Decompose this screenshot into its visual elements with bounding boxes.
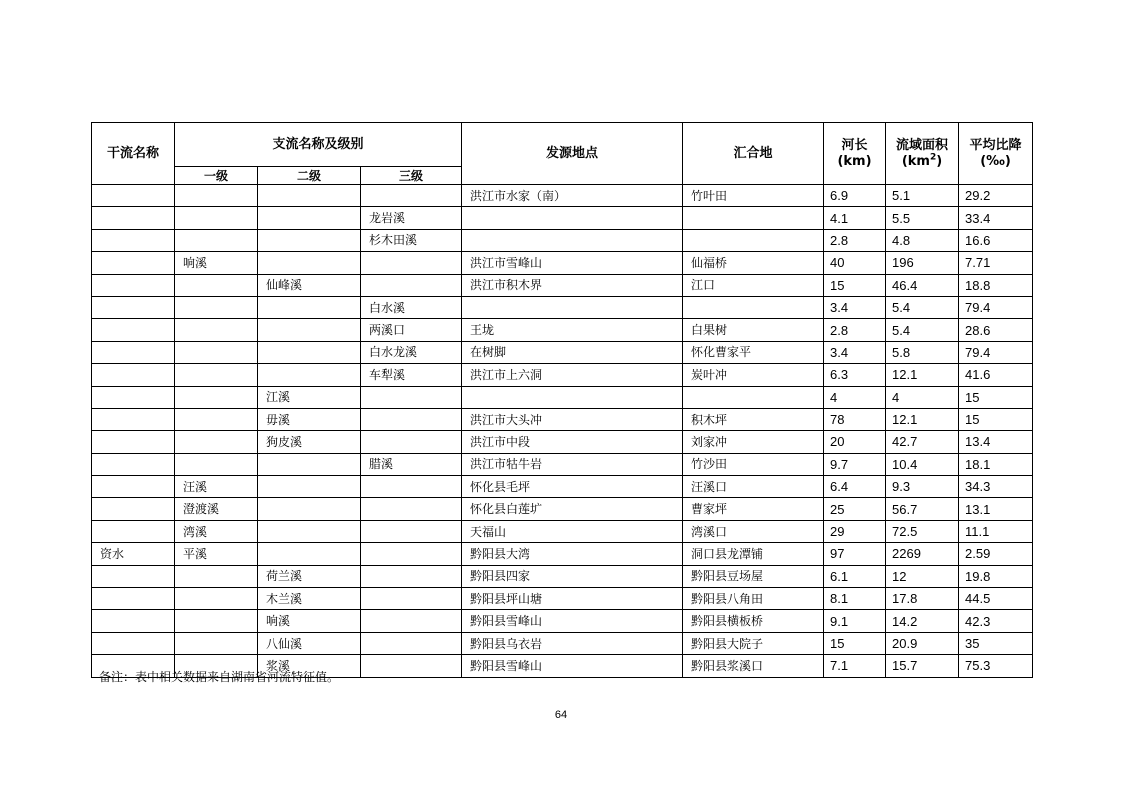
cell-confluence: 黔阳县横板桥 — [683, 610, 824, 632]
header-area-unit: $(km^2)$ — [901, 152, 943, 169]
cell-level2: 江溪 — [258, 386, 361, 408]
cell-length: 7.1 — [824, 655, 886, 677]
cell-level2 — [258, 207, 361, 229]
cell-level3 — [361, 386, 462, 408]
cell-source: 黔阳县乌衣岩 — [462, 632, 683, 654]
header-source: 发源地点 — [462, 123, 683, 185]
cell-main-river — [92, 274, 175, 296]
cell-level2: 毋溪 — [258, 408, 361, 430]
cell-main-river — [92, 296, 175, 318]
cell-level3 — [361, 252, 462, 274]
cell-source: 黔阳县坪山塘 — [462, 588, 683, 610]
cell-area: 5.1 — [886, 185, 959, 207]
cell-level3: 杉木田溪 — [361, 229, 462, 251]
cell-confluence: 刘家冲 — [683, 431, 824, 453]
table-row — [92, 207, 1033, 229]
cell-confluence: 洞口县龙潭铺 — [683, 543, 824, 565]
table-row — [92, 386, 1033, 408]
cell-confluence: 炭叶冲 — [683, 364, 824, 386]
cell-source — [462, 229, 683, 251]
cell-gradient: 2.59 — [959, 543, 1033, 565]
table-row — [92, 476, 1033, 498]
table-row — [92, 364, 1033, 386]
river-table — [91, 122, 1033, 678]
cell-length: 2.8 — [824, 319, 886, 341]
cell-source — [462, 386, 683, 408]
cell-level1 — [175, 364, 258, 386]
cell-main-river — [92, 185, 175, 207]
cell-level1 — [175, 274, 258, 296]
page-number: 64 — [554, 709, 568, 721]
cell-area: 46.4 — [886, 274, 959, 296]
cell-level3 — [361, 632, 462, 654]
cell-level3: 两溪口 — [361, 319, 462, 341]
cell-length: 6.4 — [824, 476, 886, 498]
cell-confluence — [683, 296, 824, 318]
cell-level1 — [175, 229, 258, 251]
cell-gradient: 19.8 — [959, 565, 1033, 587]
cell-level2 — [258, 498, 361, 520]
table-row — [92, 296, 1033, 318]
cell-confluence: 曹家坪 — [683, 498, 824, 520]
table-row — [92, 341, 1033, 363]
cell-confluence: 江口 — [683, 274, 824, 296]
cell-level1: 澄渡溪 — [175, 498, 258, 520]
cell-area: 42.7 — [886, 431, 959, 453]
cell-area: 14.2 — [886, 610, 959, 632]
cell-gradient: 33.4 — [959, 207, 1033, 229]
cell-confluence — [683, 229, 824, 251]
cell-level2 — [258, 296, 361, 318]
header-gradient-label: 平均比降 — [969, 138, 1022, 153]
cell-level2: 荷兰溪 — [258, 565, 361, 587]
cell-length: 40 — [824, 252, 886, 274]
table-row — [92, 543, 1033, 565]
cell-level1 — [175, 632, 258, 654]
cell-source: 天福山 — [462, 520, 683, 542]
table-row — [92, 252, 1033, 274]
cell-source: 洪江市牯牛岩 — [462, 453, 683, 475]
cell-main-river — [92, 341, 175, 363]
header-main-river: 干流名称 — [92, 123, 175, 185]
table-row — [92, 453, 1033, 475]
cell-length: 29 — [824, 520, 886, 542]
cell-gradient: 15 — [959, 386, 1033, 408]
cell-gradient: 42.3 — [959, 610, 1033, 632]
cell-area: 5.8 — [886, 341, 959, 363]
cell-source: 怀化县毛坪 — [462, 476, 683, 498]
cell-area: 12.1 — [886, 408, 959, 430]
cell-level1 — [175, 431, 258, 453]
cell-level3 — [361, 655, 462, 677]
header-level1: 一级 — [175, 167, 258, 185]
table-row — [92, 632, 1033, 654]
cell-source: 黔阳县大湾 — [462, 543, 683, 565]
cell-level1 — [175, 453, 258, 475]
cell-level2: 响溪 — [258, 610, 361, 632]
table-row — [92, 588, 1033, 610]
cell-source: 洪江市大头冲 — [462, 408, 683, 430]
cell-length: 8.1 — [824, 588, 886, 610]
cell-main-river — [92, 476, 175, 498]
cell-level2 — [258, 453, 361, 475]
cell-confluence: 竹沙田 — [683, 453, 824, 475]
table-note: 备注：表中相关数据来自湖南省河流特征值。 — [99, 670, 340, 684]
cell-area: 5.5 — [886, 207, 959, 229]
cell-level1 — [175, 610, 258, 632]
cell-length: 9.7 — [824, 453, 886, 475]
cell-confluence: 黔阳县八角田 — [683, 588, 824, 610]
cell-level1 — [175, 565, 258, 587]
cell-length: 9.1 — [824, 610, 886, 632]
cell-area: 196 — [886, 252, 959, 274]
cell-area: 4.8 — [886, 229, 959, 251]
cell-area: 17.8 — [886, 588, 959, 610]
cell-main-river: 资水 — [92, 543, 175, 565]
cell-level3 — [361, 431, 462, 453]
cell-gradient: 41.6 — [959, 364, 1033, 386]
cell-level2 — [258, 319, 361, 341]
header-confluence: 汇合地 — [683, 123, 824, 185]
cell-level3 — [361, 565, 462, 587]
cell-gradient: 28.6 — [959, 319, 1033, 341]
cell-confluence: 黔阳县豆场屋 — [683, 565, 824, 587]
table-row — [92, 610, 1033, 632]
cell-source: 怀化县白莲圹 — [462, 498, 683, 520]
cell-source: 洪江市上六洞 — [462, 364, 683, 386]
cell-level3: 白水溪 — [361, 296, 462, 318]
cell-main-river — [92, 588, 175, 610]
cell-confluence — [683, 207, 824, 229]
cell-source: 洪江市积木界 — [462, 274, 683, 296]
cell-confluence: 汪溪口 — [683, 476, 824, 498]
cell-area: 12.1 — [886, 364, 959, 386]
cell-length: 4.1 — [824, 207, 886, 229]
cell-level2 — [258, 229, 361, 251]
cell-main-river — [92, 364, 175, 386]
cell-gradient: 79.4 — [959, 296, 1033, 318]
header-tributary-group: 支流名称及级别 — [175, 123, 462, 167]
cell-confluence: 怀化曹家平 — [683, 341, 824, 363]
cell-level3 — [361, 610, 462, 632]
cell-source: 黔阳县雪峰山 — [462, 610, 683, 632]
cell-level3: 腊溪 — [361, 453, 462, 475]
cell-level1: 响溪 — [175, 252, 258, 274]
cell-level2: 木兰溪 — [258, 588, 361, 610]
cell-length: 15 — [824, 632, 886, 654]
cell-level3 — [361, 498, 462, 520]
cell-level1 — [175, 296, 258, 318]
cell-level1 — [175, 207, 258, 229]
cell-length: 78 — [824, 408, 886, 430]
cell-level2: 仙峰溪 — [258, 274, 361, 296]
cell-main-river — [92, 610, 175, 632]
cell-gradient: 16.6 — [959, 229, 1033, 251]
cell-length: 3.4 — [824, 296, 886, 318]
cell-source: 王垅 — [462, 319, 683, 341]
cell-main-river — [92, 229, 175, 251]
cell-confluence: 湾溪口 — [683, 520, 824, 542]
cell-level1: 平溪 — [175, 543, 258, 565]
cell-level3 — [361, 476, 462, 498]
cell-level3: 车犁溪 — [361, 364, 462, 386]
cell-confluence: 竹叶田 — [683, 185, 824, 207]
header-area — [886, 123, 959, 185]
cell-level3 — [361, 543, 462, 565]
cell-level2: 狗皮溪 — [258, 431, 361, 453]
cell-level3 — [361, 274, 462, 296]
cell-level2: 八仙溪 — [258, 632, 361, 654]
cell-level2 — [258, 252, 361, 274]
cell-level1 — [175, 408, 258, 430]
header-gradient-unit: (‰) — [980, 154, 1011, 169]
header-level2: 二级 — [258, 167, 361, 185]
cell-level1: 湾溪 — [175, 520, 258, 542]
cell-length: 6.9 — [824, 185, 886, 207]
cell-main-river — [92, 408, 175, 430]
cell-source: 洪江市水家（南） — [462, 185, 683, 207]
cell-confluence: 黔阳县浆溪口 — [683, 655, 824, 677]
table-row — [92, 229, 1033, 251]
cell-level1 — [175, 341, 258, 363]
cell-length: 97 — [824, 543, 886, 565]
cell-area: 5.4 — [886, 296, 959, 318]
cell-length: 25 — [824, 498, 886, 520]
cell-level3 — [361, 185, 462, 207]
cell-main-river — [92, 565, 175, 587]
cell-gradient: 34.3 — [959, 476, 1033, 498]
cell-main-river — [92, 498, 175, 520]
cell-source: 洪江市雪峰山 — [462, 252, 683, 274]
cell-level3 — [361, 520, 462, 542]
cell-area: 12 — [886, 565, 959, 587]
cell-level2 — [258, 476, 361, 498]
cell-level3: 龙岩溪 — [361, 207, 462, 229]
cell-level3: 白水龙溪 — [361, 341, 462, 363]
cell-area: 15.7 — [886, 655, 959, 677]
cell-length: 6.3 — [824, 364, 886, 386]
cell-level2: 浆溪 — [258, 655, 361, 677]
header-area-label: 流域面积 — [895, 138, 948, 153]
table-row — [92, 408, 1033, 430]
cell-main-river — [92, 386, 175, 408]
cell-level2 — [258, 543, 361, 565]
cell-gradient: 75.3 — [959, 655, 1033, 677]
table-row — [92, 431, 1033, 453]
header-length-label: 河长 — [841, 138, 868, 153]
table-header — [92, 123, 1033, 185]
cell-source: 洪江市中段 — [462, 431, 683, 453]
cell-main-river — [92, 453, 175, 475]
cell-gradient: 15 — [959, 408, 1033, 430]
table-row — [92, 185, 1033, 207]
cell-level1 — [175, 386, 258, 408]
cell-main-river — [92, 632, 175, 654]
cell-confluence: 白果树 — [683, 319, 824, 341]
cell-level3 — [361, 588, 462, 610]
cell-level2 — [258, 520, 361, 542]
table-row — [92, 498, 1033, 520]
cell-length: 6.1 — [824, 565, 886, 587]
cell-level2 — [258, 185, 361, 207]
cell-gradient: 44.5 — [959, 588, 1033, 610]
cell-confluence — [683, 386, 824, 408]
cell-level2 — [258, 341, 361, 363]
cell-area: 20.9 — [886, 632, 959, 654]
cell-confluence: 黔阳县大院子 — [683, 632, 824, 654]
cell-confluence: 仙福桥 — [683, 252, 824, 274]
cell-length: 20 — [824, 431, 886, 453]
cell-level1: 汪溪 — [175, 476, 258, 498]
cell-main-river — [92, 520, 175, 542]
cell-level1 — [175, 319, 258, 341]
cell-source — [462, 207, 683, 229]
cell-main-river — [92, 207, 175, 229]
table-row — [92, 565, 1033, 587]
cell-source — [462, 296, 683, 318]
table-row — [92, 319, 1033, 341]
cell-gradient: 18.1 — [959, 453, 1033, 475]
header-level3: 三级 — [361, 167, 462, 185]
cell-main-river — [92, 252, 175, 274]
cell-area: 72.5 — [886, 520, 959, 542]
cell-level2 — [258, 364, 361, 386]
cell-length: 3.4 — [824, 341, 886, 363]
cell-area: 10.4 — [886, 453, 959, 475]
cell-source: 黔阳县四家 — [462, 565, 683, 587]
cell-gradient: 13.1 — [959, 498, 1033, 520]
table-row — [92, 274, 1033, 296]
cell-gradient: 18.8 — [959, 274, 1033, 296]
cell-source: 在树脚 — [462, 341, 683, 363]
header-gradient — [959, 123, 1033, 185]
cell-length: 4 — [824, 386, 886, 408]
cell-gradient: 79.4 — [959, 341, 1033, 363]
table-row — [92, 520, 1033, 542]
cell-length: 2.8 — [824, 229, 886, 251]
cell-level3 — [361, 408, 462, 430]
cell-confluence: 积木坪 — [683, 408, 824, 430]
cell-main-river — [92, 431, 175, 453]
cell-gradient: 29.2 — [959, 185, 1033, 207]
header-length — [824, 123, 886, 185]
cell-level1 — [175, 588, 258, 610]
cell-length: 15 — [824, 274, 886, 296]
table-body — [92, 185, 1033, 678]
cell-area: 9.3 — [886, 476, 959, 498]
cell-gradient: 35 — [959, 632, 1033, 654]
cell-source: 黔阳县雪峰山 — [462, 655, 683, 677]
cell-area: 56.7 — [886, 498, 959, 520]
cell-area: 4 — [886, 386, 959, 408]
cell-area: 5.4 — [886, 319, 959, 341]
cell-gradient: 11.1 — [959, 520, 1033, 542]
cell-gradient: 7.71 — [959, 252, 1033, 274]
header-length-unit: (km) — [837, 154, 872, 169]
cell-area: 2269 — [886, 543, 959, 565]
cell-level1 — [175, 185, 258, 207]
cell-main-river — [92, 319, 175, 341]
cell-gradient: 13.4 — [959, 431, 1033, 453]
